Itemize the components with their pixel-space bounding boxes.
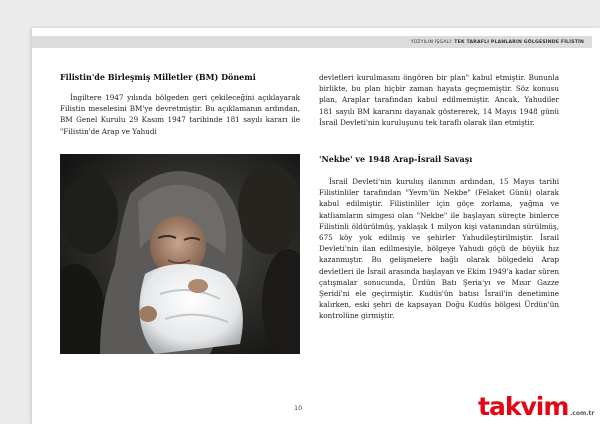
news-photo [60,154,300,354]
watermark-brand: takvim [478,392,569,421]
header-prefix: YÜZYILIN İŞGALİ: [410,39,453,45]
grieving-woman-image [60,154,300,354]
right-paragraph-1: devletleri kurulmasını öngören bir plan" kabul etmiştir. Bununla birlikte, bu plan hiçbir zaman hayata geçmemiştir. Söz konusu plan, Araplar tarafından kabul edilmemiştir. Ancak, Yahudiler 181 sayılı BM kararını dayanak göstererek, 14 Mayıs 1948 günü İsrail Devleti'nin kuruluşunu tek taraflı olarak ilan etmiştir. [319,73,559,127]
right-heading: 'Nekbe' ve 1948 Arap-İsrail Savaşı [319,154,473,164]
book-page [32,28,600,424]
running-header [32,36,592,48]
left-paragraph: İngiltere 1947 yılında bölgeden geri çekileceğini açıklayarak Filistin meselesini BM'ye devretmiştir. Bu açıklamanın ardından, BM Genel Kurulu 29 Kasım 1947 tarihinde 181 sayılı kararı ile "Filistin'de Arap ve Yahudi [60,93,300,136]
header-title: TEK TARAFLI PLANLARIN GÖLGESİNDE FİLİSTİN [454,39,584,45]
right-paragraph-2: İsrail Devleti'nin kuruluş ilanının ardından, 15 Mayıs tarihi Filistinliler tarafından "Yevm'ün Nekbe" (Felaket Günü) olarak kabul edilmiştir. Filistinliler için göçe zorlama, yağma ve katliamların simgesi olan "Nekbe" ile başlayan süreçte binlerce Filistinli öldürülmüş, yaklaşık 1 milyon kişi vatanından sürülmüş, 675 köy yok edilmiş ve şehirler Yahudileştirilmiştir. İsrail Devleti'nin ilan edilmesiyle, bölgeye Yahudi göçü de büyük hız kazanmıştır. Bu gelişmelere bağlı olarak bölgedeki Arap devletleri ile İsrail arasında başlayan ve Ekim 1949'a kadar süren çatışmalar sonucunda, Ürdün Batı Şeria'yı ve Mısır Gazze Şeridi'ni ele geçirmiştir. Kudüs'ün batısı İsrail'in denetimine kalırken, eski şehri de kapsayan Doğu Kudüs bölgesi Ürdün'ün kontrolüne girmiştir. [319,177,559,321]
watermark-suffix: .com.tr [570,410,595,417]
left-heading: Filistin'de Birleşmiş Milletler (BM) Dönemi [60,72,256,82]
page-number: 10 [294,404,303,412]
takvim-watermark [478,388,600,424]
